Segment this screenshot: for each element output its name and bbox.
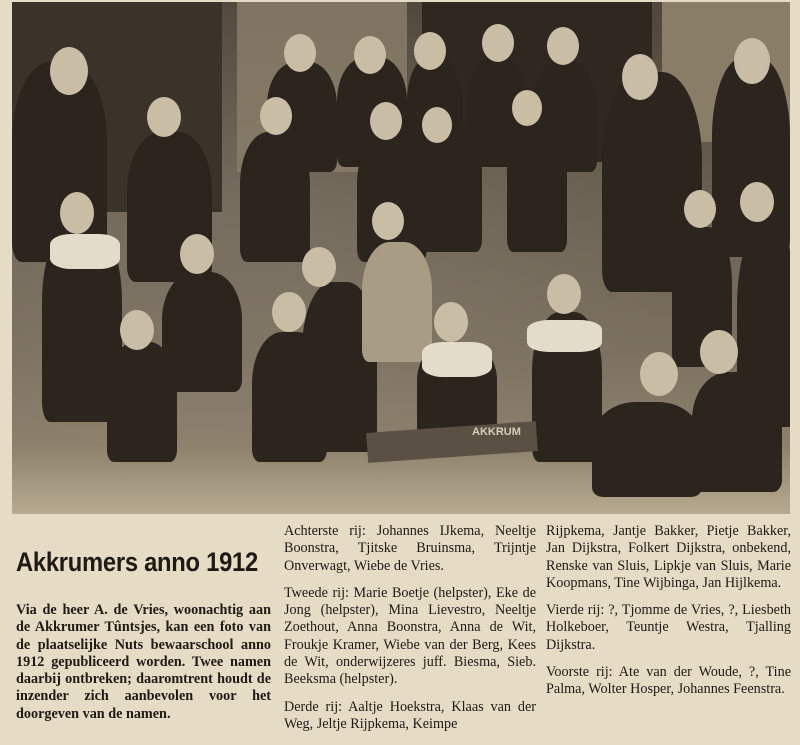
person-figure — [692, 372, 782, 492]
person-figure — [507, 122, 567, 252]
intro-paragraph: Via de heer A. de Vries, woonachtig aan de Akkrumer Tûntsjes, kan een foto van de plaatselijke Nuts bewaarschool anno 1912 gepubliceerd worden. Twee namen daarbij ontbreken; daaromtrent houdt de inzender zich aanbevolen voor het doorgeven van de namen. — [16, 602, 271, 722]
person-face — [414, 32, 446, 70]
person-face — [120, 310, 154, 350]
person-face — [354, 36, 386, 74]
article-title: Akkrumers anno 1912 — [16, 547, 258, 577]
person-face — [622, 54, 658, 100]
person-face — [700, 330, 738, 374]
person-face — [482, 24, 514, 62]
caption-column-middle — [284, 523, 536, 733]
person-figure — [107, 342, 177, 462]
person-collar — [50, 234, 120, 269]
person-face — [50, 47, 88, 95]
person-face — [60, 192, 94, 234]
person-figure — [712, 57, 790, 257]
group-photograph — [12, 2, 790, 514]
person-collar — [422, 342, 492, 377]
person-face — [372, 202, 404, 240]
person-face — [684, 190, 716, 228]
wagon-lettering: AKKRUM — [472, 426, 521, 438]
person-figure — [240, 132, 310, 262]
person-face — [370, 102, 402, 140]
row-names-third-continued: Rijpkema, Jantje Bakker, Pietje Bakker, Jan Dijkstra, Folkert Dijkstra, onbekend, Renske van Sluis, Lipkje van Sluis, Marie Koopmans, Tine Wijbinga, Jan Hijlkema. — [546, 523, 791, 591]
row-names-fourth: Vierde rij: ?, Tjomme de Vries, ?, Liesbeth Holkeboer, Teuntje Westra, Tjalling Dijkstra. — [546, 602, 791, 653]
row-names-front: Voorste rij: Ate van der Woude, ?, Tine Palma, Wolter Hosper, Johannes Feenstra. — [546, 664, 791, 698]
person-face — [547, 274, 581, 314]
row-names-third: Derde rij: Aaltje Hoekstra, Klaas van der Weg, Jeltje Rijpkema, Keimpe — [284, 698, 536, 732]
person-face — [284, 34, 316, 72]
person-face — [180, 234, 214, 274]
person-face — [272, 292, 306, 332]
row-names-back: Achterste rij: Johannes IJkema, Neeltje Boonstra, Tjitske Bruinsma, Trijntje Onverwagt, Wiebe de Vries. — [284, 523, 536, 574]
person-face — [734, 38, 770, 84]
person-figure — [362, 242, 432, 362]
person-face — [547, 27, 579, 65]
person-face — [740, 182, 774, 222]
person-face — [302, 247, 336, 287]
person-figure — [592, 402, 702, 497]
person-face — [512, 90, 542, 126]
person-face — [640, 352, 678, 396]
person-face — [260, 97, 292, 135]
article-intro — [16, 602, 271, 723]
person-collar — [527, 320, 602, 352]
person-face — [422, 107, 452, 143]
person-face — [434, 302, 468, 342]
row-names-second: Tweede rij: Marie Boetje (helpster), Eke de Jong (helpster), Mina Lievestro, Neeltje Zoethout, Anna Boonstra, Anna de Wit, Froukje Kramer, Wiebe van der Berg, Kees de Wit, onderwijzeres juff. Biesma, Sieb. Beeksma (helpster). — [284, 584, 536, 688]
caption-column-right — [546, 523, 791, 699]
person-face — [147, 97, 181, 137]
person-figure — [252, 332, 327, 462]
